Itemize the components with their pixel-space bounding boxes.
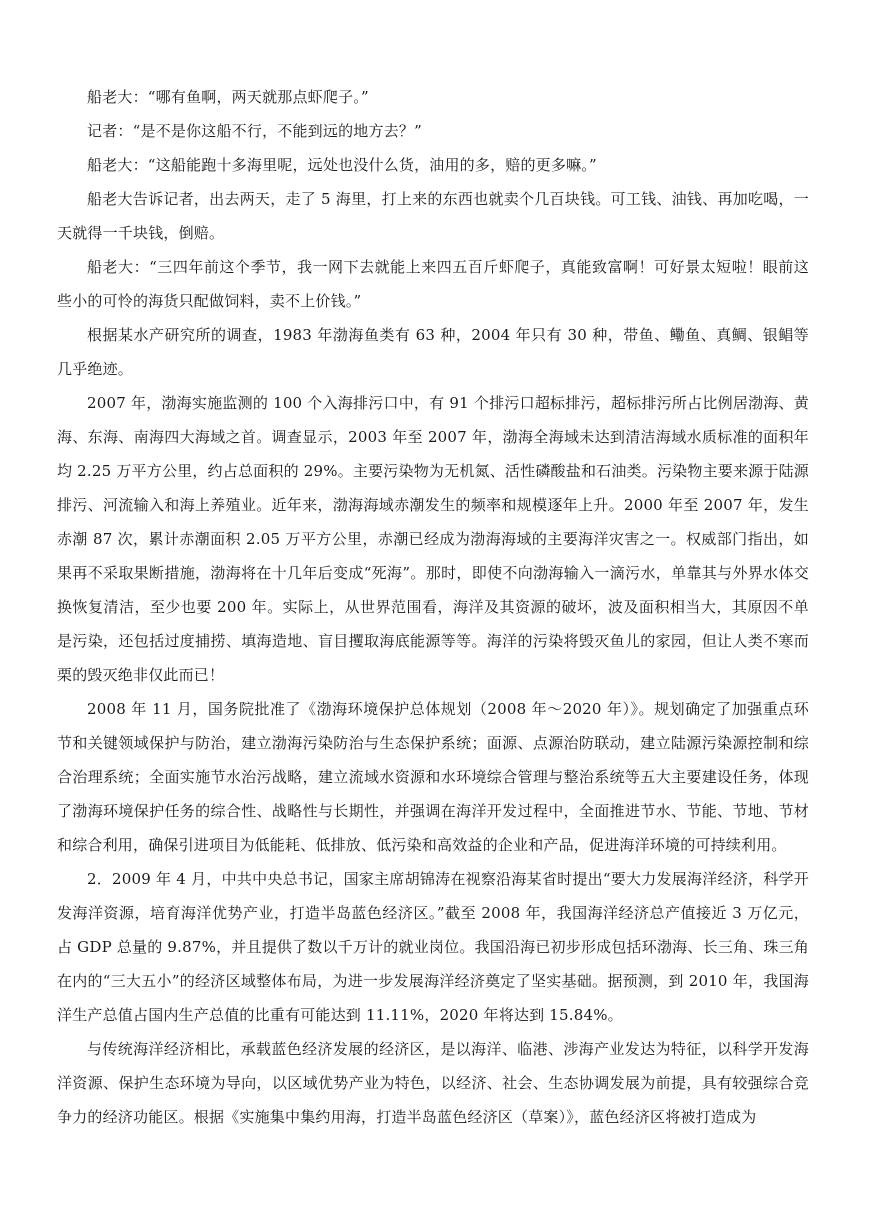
paragraph-dialogue-4: 船老大：“三四年前这个季节，我一网下去就能上来四五百斤虾爬子，真能致富啊！可好景太短啦！眼前这些小的可怜的海货只配做饲料，卖不上价钱。” <box>57 258 809 310</box>
paragraph-cost-report: 船老大告诉记者，出去两天，走了 5 海里，打上来的东西也就卖个几百块钱。可工钱、油钱、再加吃喝，一天就得一千块钱，倒赔。 <box>57 190 809 242</box>
paragraph-fish-survey: 根据某水产研究所的调查，1983 年渤海鱼类有 63 种，2004 年只有 30 种，带鱼、鳓鱼、真鲷、银鲳等几乎绝迹。 <box>57 326 809 378</box>
paragraph-dialogue-2: 记者：“是不是你这船不行，不能到远的地方去？” <box>87 122 422 140</box>
paragraph-item-2-blue-economy: 2．2009 年 4 月，中共中央总书记，国家主席胡锦涛在视察沿海某省时提出“要大力发展海洋经济，科学开发海洋资源，培育海洋优势产业，打造半岛蓝色经济区。”截至 2008 年，我国海洋经济总产值接近 3 万亿元，占 GDP 总量的 9.87%，并且提供了数以千万计的就业岗位。我国沿海已初步形成包括环渤海、长三角、珠三角在内的“三大五小”的经济区域整体布局，为进一步发展海洋经济奠定了坚实基础。据预测，到 2010 年，我国海洋生产总值占国内生产总值的比重有可能达到 11.11%，2020 年将达到 15.84%。 <box>57 870 809 1024</box>
paragraph-plan-2008: 2008 年 11 月，国务院批准了《渤海环境保护总体规划（2008 年～2020 年）》。规划确定了加强重点环节和关键领域保护与防治，建立渤海污染防治与生态保护系统；面源、点源治防联动，建立陆源污染源控制和综合治理系统；全面实施节水治污战略，建立流域水资源和水环境综合管理与整治系统等五大主要建设任务，体现了渤海环境保护任务的综合性、战略性与长期性，并强调在海洋开发过程中，全面推进节水、节能、节地、节材和综合利用，确保引进项目为低能耗、低排放、低污染和高效益的企业和产品，促进海洋环境的可持续利用。 <box>57 700 809 854</box>
paragraph-pollution-2007: 2007 年，渤海实施监测的 100 个入海排污口中，有 91 个排污口超标排污，超标排污所占比例居渤海、黄海、东海、南海四大海域之首。调查显示，2003 年至 2007 年，渤海全海域未达到清洁海域水质标准的面积年均 2.25 万平方公里，约占总面积的 29%。主要污染物为无机氮、活性磷酸盐和石油类。污染物主要来源于陆源排污、河流输入和海上养殖业。近年来，渤海海域赤潮发生的频率和规模逐年上升。2000 年至 2007 年，发生赤潮 87 次，累计赤潮面积 2.05 万平方公里，赤潮已经成为渤海海域的主要海洋灾害之一。权威部门指出，如果再不采取果断措施，渤海将在十几年后变成“死海”。那时，即使不向渤海输入一滴污水，单靠其与外界水体交换恢复清洁，至少也要 200 年。实际上，从世界范围看，海洋及其资源的破坏，波及面积相当大，其原因不单是污染，还包括过度捕捞、填海造地、盲目攫取海底能源等等。海洋的污染将毁灭鱼儿的家园，但让人类不寒而栗的毁灭绝非仅此而已！ <box>57 394 809 684</box>
document-body <box>57 80 809 1134</box>
paragraph-economic-zone: 与传统海洋经济相比，承载蓝色经济发展的经济区，是以海洋、临港、涉海产业发达为特征，以科学开发海洋资源、保护生态环境为导向，以区域优势产业为特色，以经济、社会、生态协调发展为前提，具有较强综合竞争力的经济功能区。根据《实施集中集约用海，打造半岛蓝色经济区（草案）》，蓝色经济区将被打造成为 <box>57 1040 809 1126</box>
paragraph-dialogue-3: 船老大：“这船能跑十多海里呢，远处也没什么货，油用的多，赔的更多嘛。” <box>87 156 597 174</box>
paragraph-dialogue-1: 船老大：“哪有鱼啊，两天就那点虾爬子。” <box>87 88 369 106</box>
